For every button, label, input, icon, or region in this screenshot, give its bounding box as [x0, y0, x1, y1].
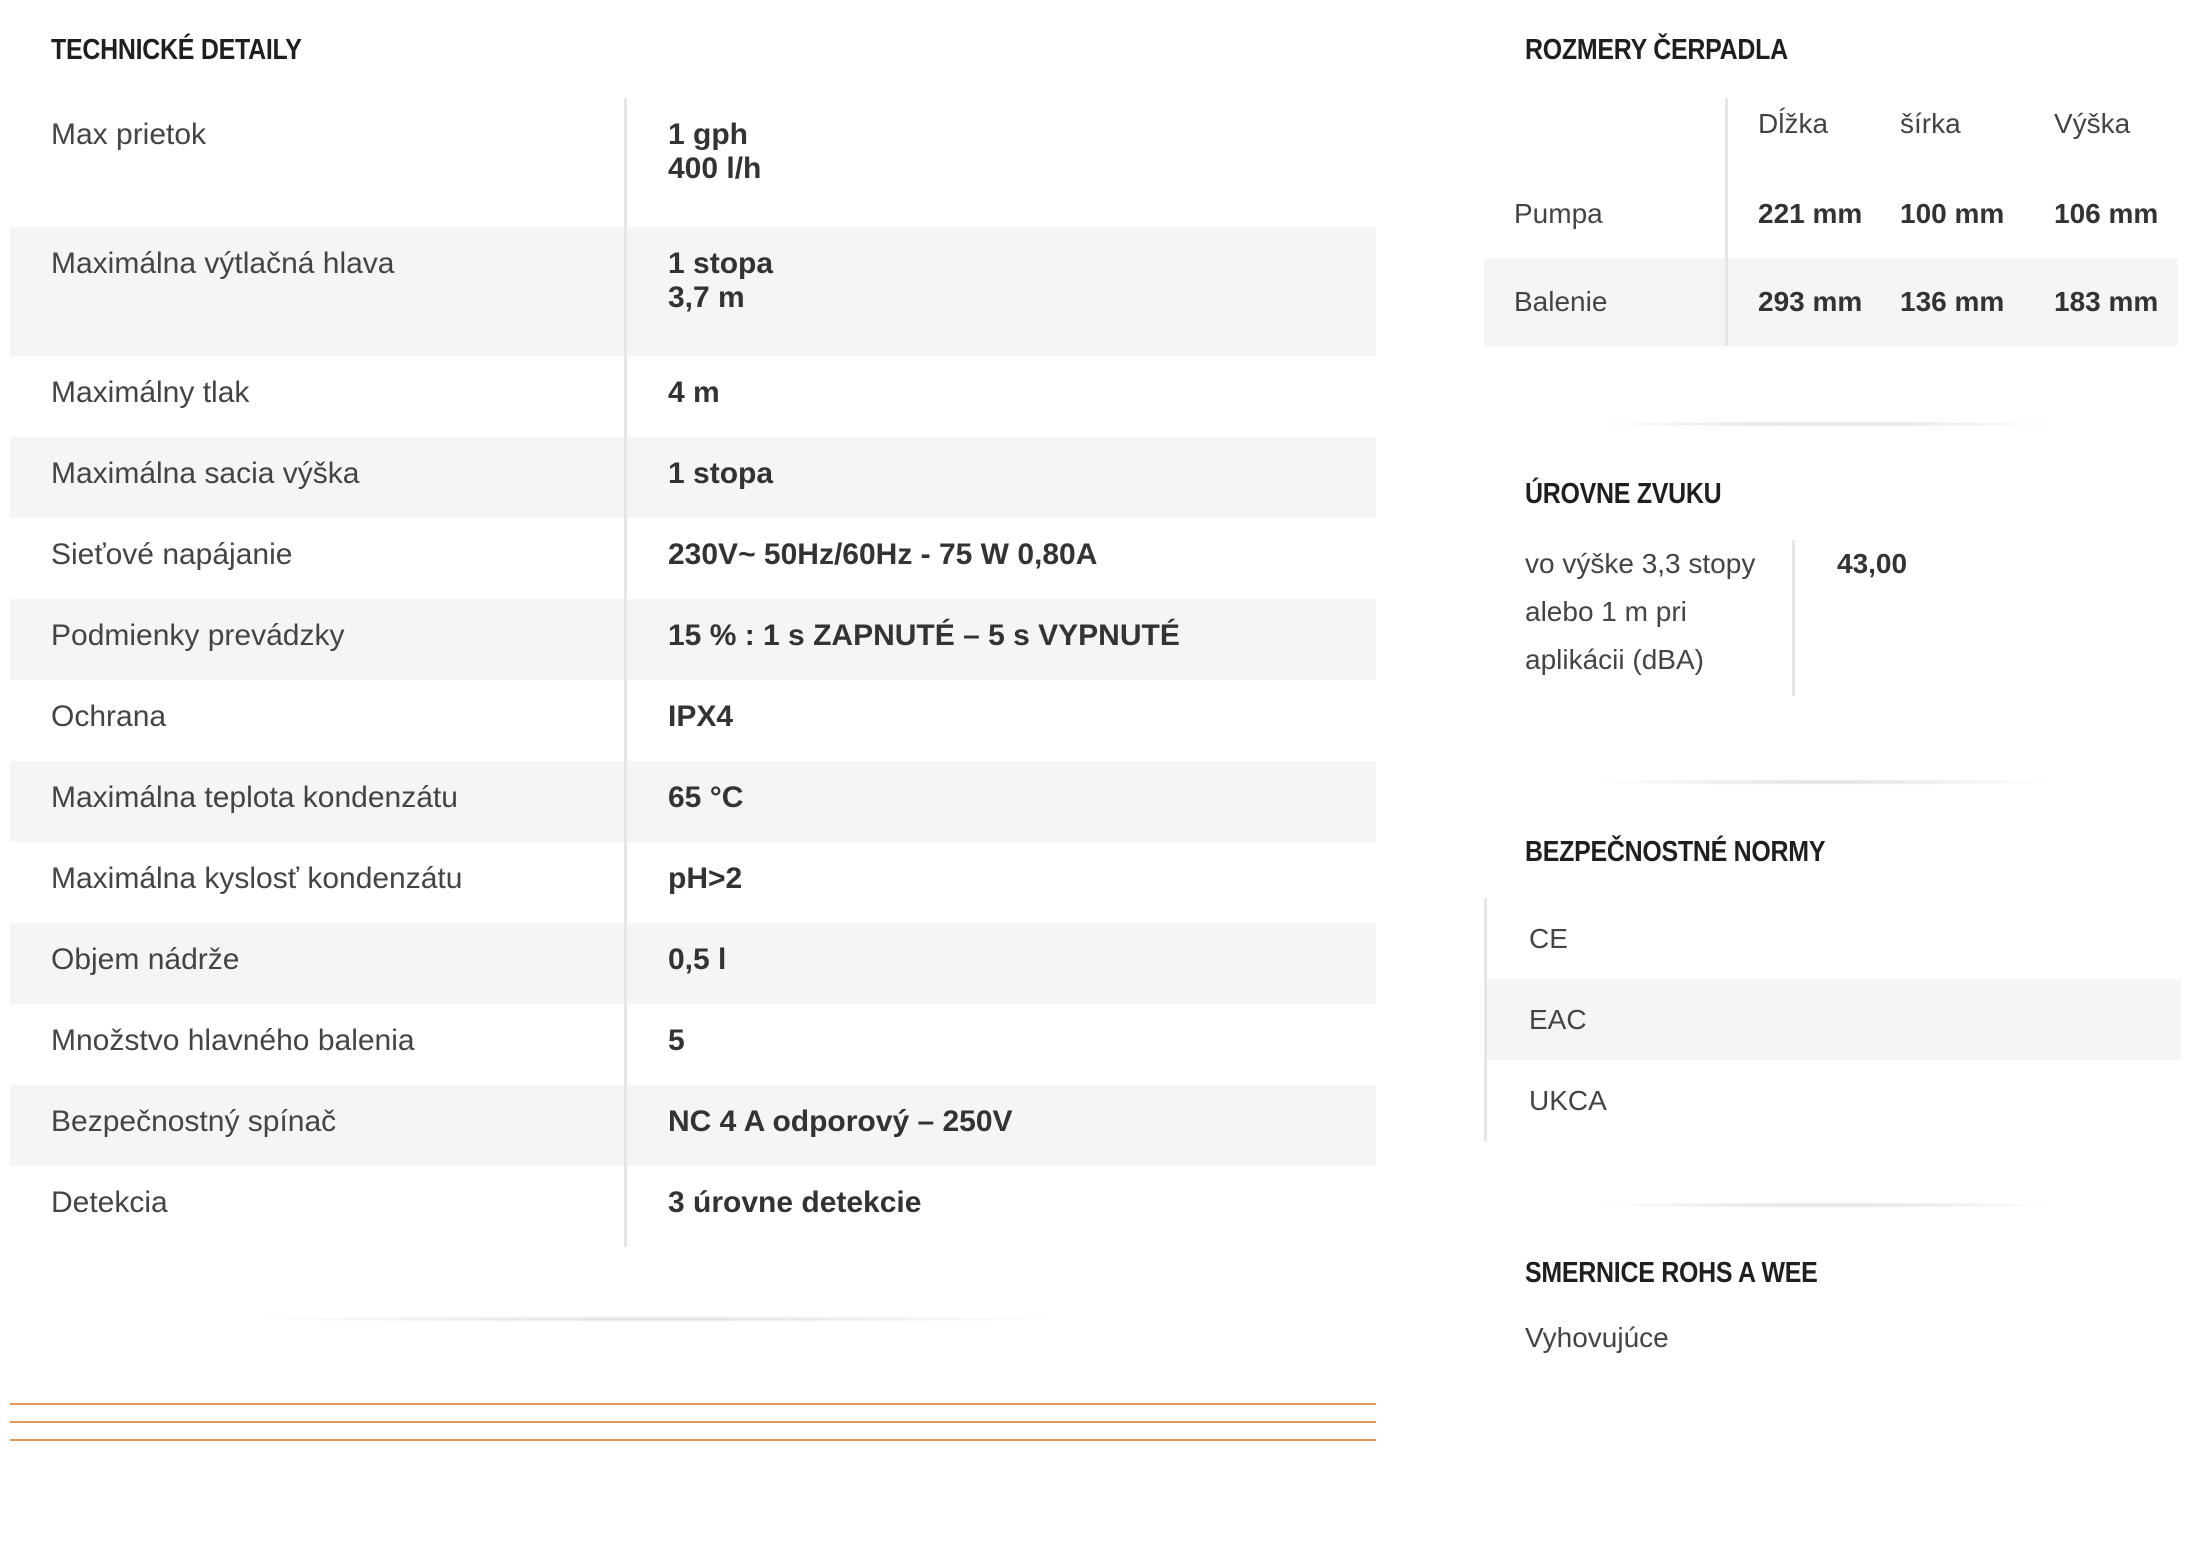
spec-value: [624, 98, 1376, 227]
safety-standards-title: BEZPEČNOSTNÉ NORMY: [1525, 836, 1826, 868]
cell-height: 106 mm: [2054, 198, 2159, 229]
spec-value-line: NC 4 A odporový – 250V: [668, 1105, 1013, 1138]
spec-value: [624, 437, 1376, 518]
sound-levels-block: [1525, 540, 2165, 696]
table-row: [10, 437, 1376, 518]
safety-item-ukca: UKCA: [1529, 1084, 1607, 1116]
spec-value-line: 400 l/h: [668, 152, 762, 185]
cell-width: 136 mm: [1900, 286, 2005, 317]
spec-value-line: 15 % : 1 s ZAPNUTÉ – 5 s VYPNUTÉ: [668, 619, 1180, 652]
cell-length: 221 mm: [1758, 198, 1863, 229]
spec-value-line: pH>2: [668, 862, 743, 895]
sound-level-label: vo výške 3,3 stopy alebo 1 m pri aplikácii (dBA): [1525, 540, 1795, 696]
spec-value: [624, 518, 1376, 599]
spec-label: Maximálna kyslosť kondenzátu: [51, 862, 463, 895]
section-divider: [1590, 1202, 2060, 1208]
spec-value: [624, 923, 1376, 1004]
spec-label: Sieťové napájanie: [51, 538, 293, 571]
orange-line-2: [10, 1421, 1376, 1423]
dimensions-table: [1484, 98, 2178, 346]
dimensions-corner-cell: [1484, 98, 1728, 170]
spec-value-line: 3,7 m: [668, 281, 745, 314]
spec-value-line: 230V~ 50Hz/60Hz - 75 W 0,80A: [668, 538, 1098, 571]
spec-label: Detekcia: [51, 1186, 168, 1219]
table-row: [10, 1004, 1376, 1085]
spec-value: [624, 680, 1376, 761]
safety-standards-list: [1484, 898, 2181, 1141]
row-label: Pumpa: [1484, 170, 1728, 258]
table-row: [10, 356, 1376, 437]
rohs-title: SMERNICE ROHS A WEE: [1525, 1257, 1818, 1289]
header-width: šírka: [1900, 108, 1961, 139]
rohs-compliance-text: Vyhovujúce: [1525, 1322, 1669, 1353]
spec-value: [624, 1004, 1376, 1085]
spec-value: [624, 1166, 1376, 1247]
spec-value-line: 0,5 l: [668, 943, 727, 976]
table-row: [10, 518, 1376, 599]
cell-height: 183 mm: [2054, 286, 2159, 317]
spec-label: Maximálna výtlačná hlava: [51, 247, 395, 280]
sound-levels-title: ÚROVNE ZVUKU: [1525, 478, 1722, 510]
table-row: [10, 1085, 1376, 1166]
table-row: [10, 923, 1376, 1004]
dimensions-title: ROZMERY ČERPADLA: [1525, 34, 1788, 66]
spec-value: [624, 761, 1376, 842]
dimensions-header-row: [1484, 98, 2178, 170]
header-height: Výška: [2054, 108, 2131, 139]
sound-level-value: 43,00: [1837, 548, 1908, 579]
spec-value-line: 1 stopa: [668, 247, 774, 280]
table-row: [10, 599, 1376, 680]
orange-line-1: [10, 1403, 1376, 1405]
spec-value-line: 65 °C: [668, 781, 744, 814]
spec-value-line: 5: [668, 1024, 685, 1057]
spec-label: Ochrana: [51, 700, 167, 733]
technical-details-title: TECHNICKÉ DETAILY: [51, 34, 302, 66]
spec-value: [624, 842, 1376, 923]
spec-label: Maximálna sacia výška: [51, 457, 360, 490]
section-divider: [1590, 421, 2060, 427]
spec-value-line: 3 úrovne detekcie: [668, 1186, 922, 1219]
spec-label: Objem nádrže: [51, 943, 240, 976]
cell-width: 100 mm: [1900, 198, 2005, 229]
safety-item-ce: CE: [1529, 922, 1568, 954]
cell-length: 293 mm: [1758, 286, 1863, 317]
table-row: [10, 227, 1376, 356]
spec-label: Podmienky prevádzky: [51, 619, 345, 652]
spec-value-line: 1 gph: [668, 118, 748, 151]
safety-item-eac: EAC: [1487, 979, 2181, 1060]
spec-label: Maximálna teplota kondenzátu: [51, 781, 458, 814]
section-divider: [1590, 779, 2060, 785]
dimensions-row-pump: [1484, 170, 2178, 258]
spec-value-line: 4 m: [668, 376, 720, 409]
table-row: [10, 680, 1376, 761]
spec-value-line: IPX4: [668, 700, 734, 733]
spec-label: Množstvo hlavného balenia: [51, 1024, 415, 1057]
spec-value-line: 1 stopa: [668, 457, 774, 490]
technical-details-table: [10, 98, 1376, 1247]
spec-label: Max prietok: [51, 118, 207, 151]
spec-value: [624, 1085, 1376, 1166]
table-row: [10, 98, 1376, 227]
spec-value: [624, 599, 1376, 680]
spec-value: [624, 356, 1376, 437]
row-label: Balenie: [1484, 258, 1728, 346]
spec-label: Maximálny tlak: [51, 376, 250, 409]
table-row: [10, 1166, 1376, 1247]
header-length: Dĺžka: [1758, 108, 1829, 139]
section-divider: [240, 1316, 1070, 1322]
dimensions-row-package: [1484, 258, 2178, 346]
table-row: [10, 842, 1376, 923]
table-row: [10, 761, 1376, 842]
orange-line-3: [10, 1439, 1376, 1441]
spec-label: Bezpečnostný spínač: [51, 1105, 337, 1138]
spec-value: [624, 227, 1376, 356]
